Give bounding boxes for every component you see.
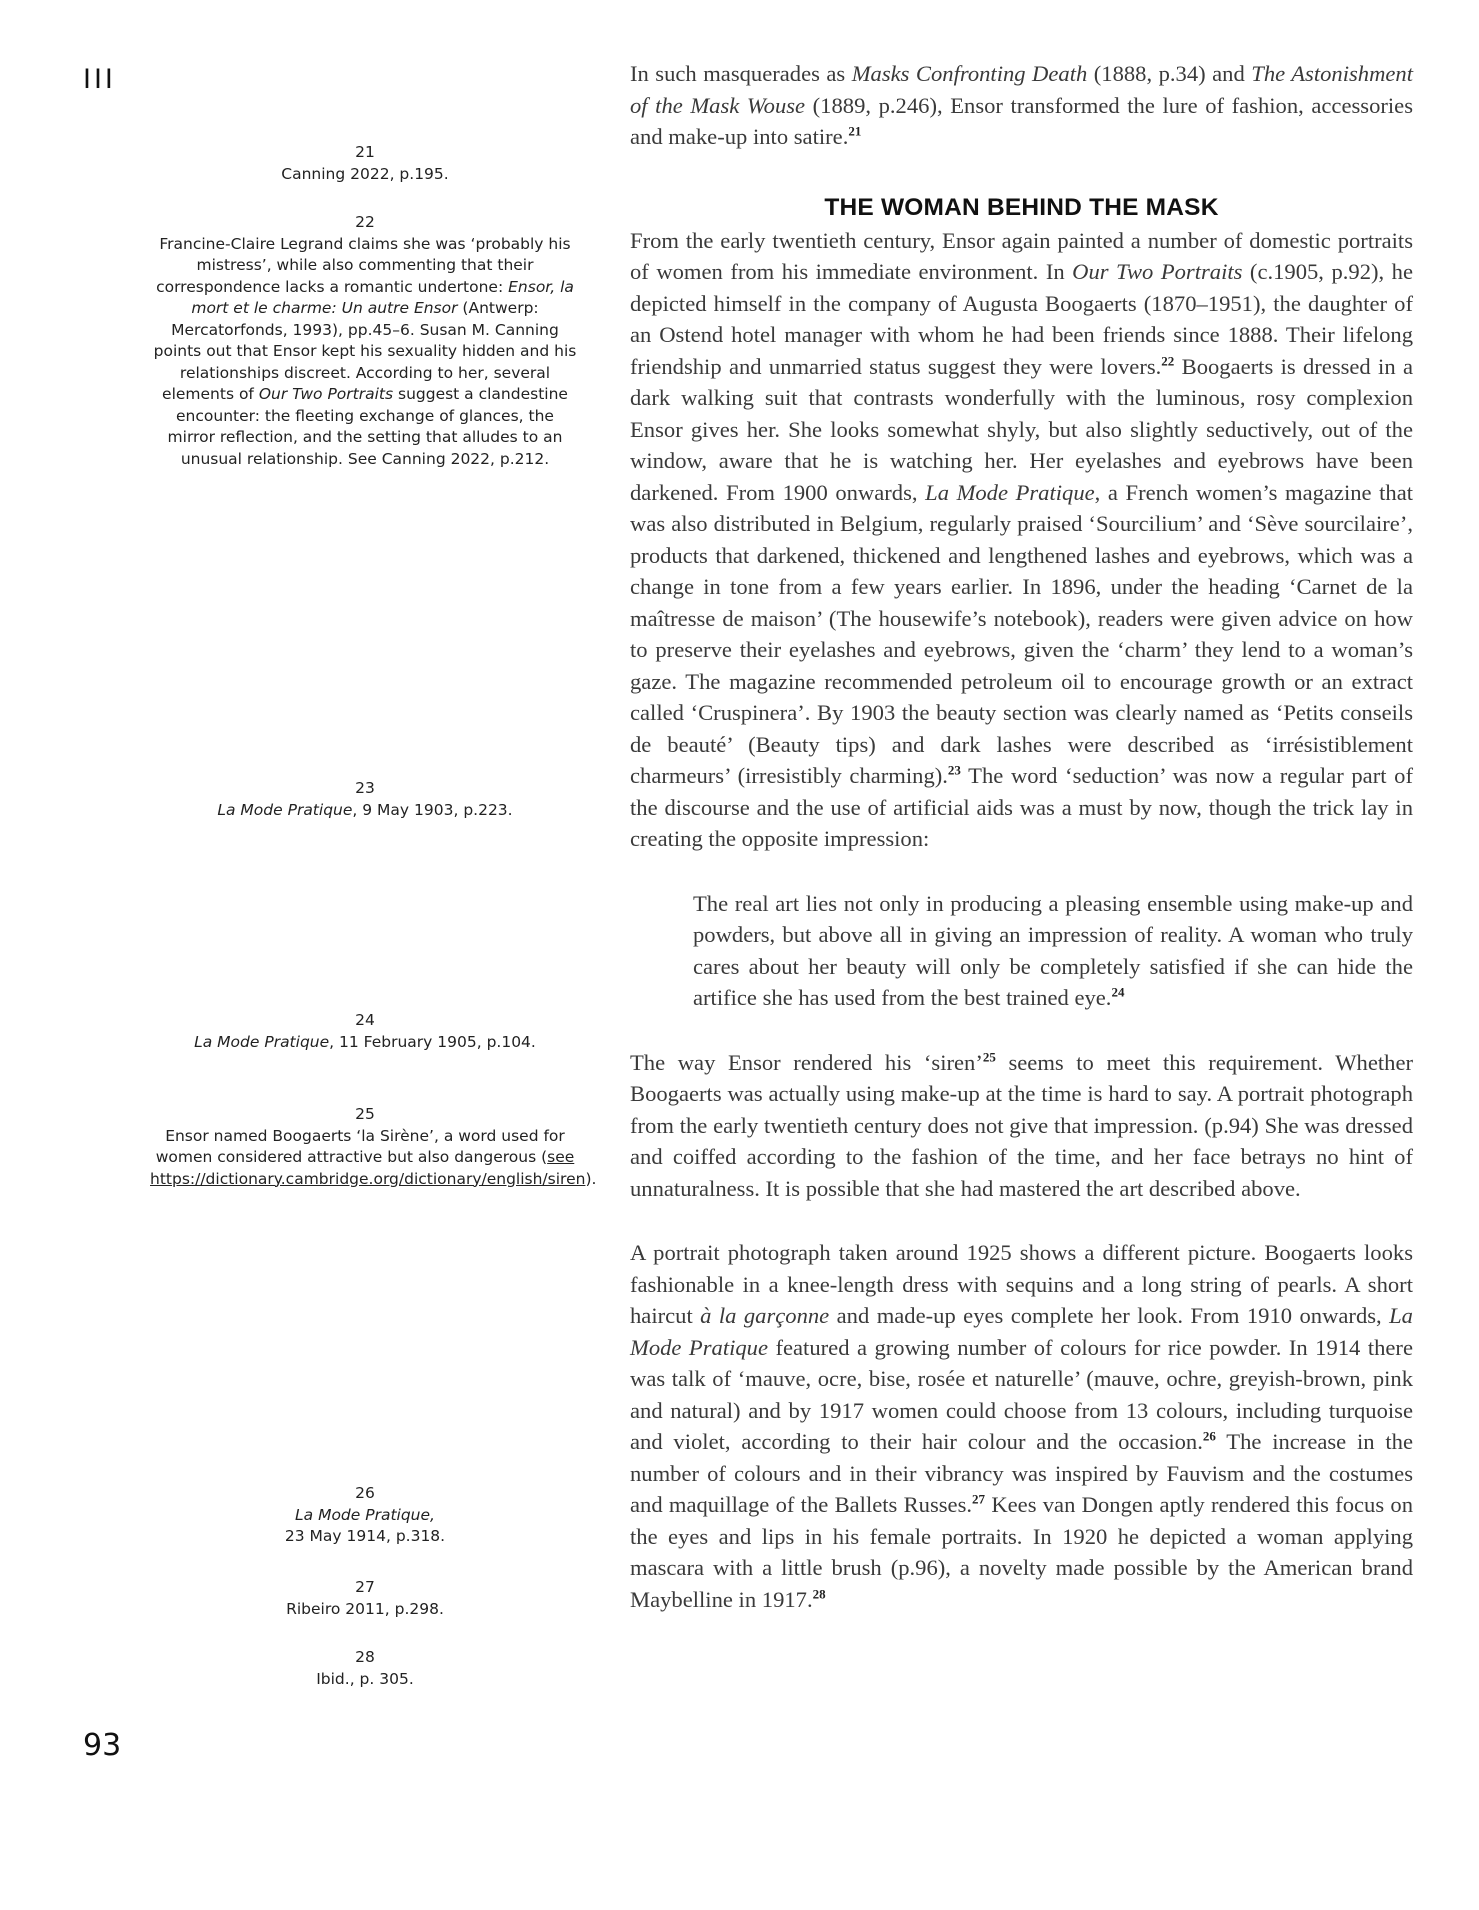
footnote-text: La Mode Pratique, 23 May 1914, p.318. <box>284 1505 446 1545</box>
footnote-number: 27 <box>355 1578 375 1596</box>
footnote-text: Ribeiro 2011, p.298. <box>286 1599 444 1618</box>
body-paragraph-1: From the early twentieth century, Ensor again painted a number of domestic portraits of women from his immediate environment. In Our Two Portraits (c.1905, p.92), he depicted himself in the company of Augusta Boogaerts (1870–1951), the daughter of an Ostend hotel manager with whom he had been friends since 1888. Their lifelong friendship and unmarried status suggest they were lovers.$^{22}$ Boogaerts is dressed in a dark walking suit that contrasts wonderfully with the luminous, rosy complexion Ensor gives her. She looks somewhat shyly, but also slightly seductively, out of the window, aware that he is watching her. Her eyelashes and eyebrows have been darkened. From 1900 onwards, La Mode Pratique, a French women’s magazine that was also distributed in Belgium, regularly praised ‘Sourcilium’ and ‘Sève sourcilaire’, products that darkened, thickened and lengthened lashes and eyebrows, which was a change in tone from a few years earlier. In 1896, under the heading ‘Carnet de la maîtresse de maison’ (The housewife’s notebook), readers were given advice on how to preserve their eyelashes and eyebrows, given the ‘charm’ they lend to a woman’s gaze. The magazine recommended petroleum oil to encourage growth or an extract called ‘Cruspinera’. By 1903 the beauty section was clearly named as ‘Petits conseils de beauté’ (Beauty tips) and dark lashes were described as ‘irrésistiblement charmeurs’ (irresistibly charming).$^{23}$ The word ‘seduction’ was now a regular part of the discourse and the use of artificial aids was a must by now, though the trick lay in creating the opposite impression: <box>630 227 1414 851</box>
block-quote: The real art lies not only in producing a pleasing ensemble using make-up and powders, but above all in giving an impression of reality. A woman who truly cares about her beauty will only be completely satisfied if she can hide the artifice she has used from the best trained eye.$^{24}$ <box>693 890 1413 1010</box>
footnote-28 <box>150 1647 580 1690</box>
footnote-text: Francine-Claire Legrand claims she was ‘probably his mistress’, while also commenting that their correspondence lacks a romantic undertone: Ensor, la mort et le charme: Un autre Ensor (Antwerp: Mercatorfonds, 1993), pp.45–6. Susan M. Canning points out that Ensor kept his sexuality hidden and his relationships discreet. According to her, several elements of Our Two Portraits suggest a clandestine encounter: the fleeting exchange of glances, the mirror reflection, and the setting that alludes to an unusual relationship. See Canning 2022, p.212. <box>153 234 577 468</box>
footnote-number: 26 <box>355 1484 375 1502</box>
footnote-number: 28 <box>355 1648 375 1666</box>
section-marker: III <box>83 64 116 95</box>
footnote-number: 24 <box>355 1011 375 1029</box>
footnote-ref: 26 <box>1202 1428 1216 1444</box>
footnote-24 <box>150 1010 580 1053</box>
footnote-ref: 25 <box>982 1048 996 1064</box>
footnote-number: 23 <box>355 779 375 797</box>
body-paragraph-2: The way Ensor rendered his ‘siren’$^{25}$ seems to meet this requirement. Whether Boogaerts was actually using make-up at the time is hard to say. A portrait photograph from the early twentieth century does not give that impression. (p.94) She was dressed and coiffed according to the fashion of the time, and her face betrays no hint of unnaturalness. It is possible that she had mastered the art described above. <box>630 1048 1413 1201</box>
intro-paragraph: In such masquerades as Masks Confronting Death (1888, p.34) and The Astonishment of the Mask Wouse (1889, p.246), Ensor transformed the lure of fashion, accessories and make-up into satire.$^{21}$ <box>630 61 1413 149</box>
footnote-ref: 21 <box>848 123 862 139</box>
footnote-number: 21 <box>355 143 375 161</box>
footnote-21 <box>150 142 580 185</box>
footnote-text: Ensor named Boogaerts ‘la Sirène’, a word used for women considered attractive but also dangerous (see https://dictionary.cambridge.org/dictionary/english/siren). <box>150 1126 597 1188</box>
footnote-number: 22 <box>355 213 375 231</box>
footnote-text: La Mode Pratique, 11 February 1905, p.104. <box>194 1032 536 1051</box>
body-paragraph-3: A portrait photograph taken around 1925 shows a different picture. Boogaerts looks fashionable in a knee-length dress with sequins and a long string of pearls. A short haircut à la garçonne and made-up eyes complete her look. From 1910 onwards, La Mode Pratique featured a growing number of colours for rice powder. In 1914 there was talk of ‘mauve, ocre, bise, rosée et naturelle’ (mauve, ochre, greyish-brown, pink and natural) and by 1917 women could choose from 13 colours, including turquoise and violet, according to their hair colour and the occasion.$^{26}$ The increase in the number of colours and in their vibrancy was inspired by Fauvism and the costumes and maquillage of the Ballets Russes.$^{27}$ Kees van Dongen aptly rendered this focus on the eyes and lips in his female portraits. In 1920 he depicted a woman applying mascara with a little brush (p.96), a novelty made possible by the American brand Maybelline in 1917.28 <box>630 1240 1414 1612</box>
footnote-text: La Mode Pratique, 9 May 1903, p.223. <box>217 800 513 819</box>
footnote-ref: 23 <box>947 762 961 778</box>
footnote-text: Canning 2022, p.195. <box>281 164 449 183</box>
footnote-27 <box>150 1577 580 1620</box>
section-heading: THE WOMAN BEHIND THE MASK <box>824 193 1219 221</box>
page-number: 93 <box>83 1728 122 1763</box>
footnote-ref: 27 <box>972 1491 986 1507</box>
footnote-26 <box>150 1483 580 1548</box>
main-text-column <box>630 58 1413 1615</box>
footnote-ref: 28 <box>812 1585 826 1601</box>
footnote-ref: 22 <box>1161 352 1175 368</box>
footnote-text: Ibid., p. 305. <box>316 1669 414 1688</box>
footnote-23 <box>150 778 580 821</box>
footnote-22 <box>150 212 580 470</box>
dictionary-link[interactable]: see https://dictionary.cambridge.org/dictionary/english/siren <box>150 1148 586 1188</box>
footnote-number: 25 <box>355 1105 375 1123</box>
footnote-ref: 24 <box>1111 984 1125 1000</box>
footnote-25 <box>150 1104 597 1190</box>
